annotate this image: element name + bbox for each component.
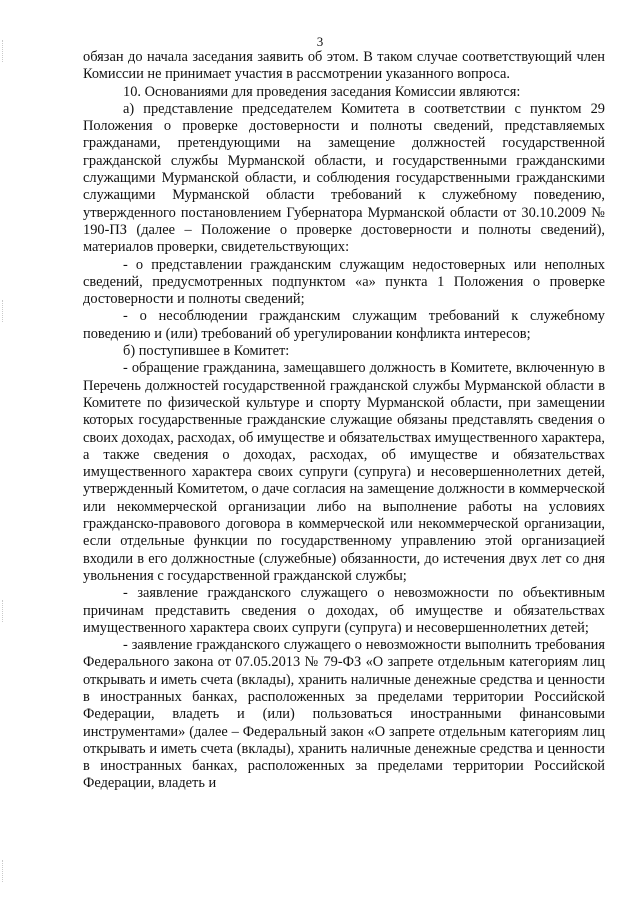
binder-mark <box>2 600 5 622</box>
binder-mark <box>2 40 5 62</box>
page-number: 3 <box>316 34 324 49</box>
document-body <box>83 49 605 793</box>
paragraph-item-10: 10. Основаниями для проведения заседания Комиссии являются: <box>123 83 521 100</box>
paragraph-subitem-b: б) поступившее в Комитет: <box>123 343 290 360</box>
binder-mark <box>2 300 5 322</box>
paragraph-continuation: обязан до начала заседания заявить об этом. В таком случае соответствующий член Комиссии не принимает участия в рассмотрении указанного вопроса. <box>83 49 605 83</box>
paragraph-bullet: - заявление гражданского служащего о невозможности по объективным причинам представить сведения о доходах, об имуществе и обязательствах имущественного характера своих супруги (супруга) и несовершеннолетних детей; <box>83 585 605 636</box>
binder-mark <box>2 860 5 882</box>
paragraph-bullet: - о представлении гражданским служащим недостоверных или неполных сведений, предусмотренных подпунктом «а» пункта 1 Положения о проверке достоверности и полноты сведений; <box>83 256 605 308</box>
paragraph-bullet: - о несоблюдении гражданским служащим требований к служебному поведению и (или) требований об урегулировании конфликта интересов; <box>83 308 605 342</box>
paragraph-bullet: - обращение гражданина, замещавшего должность в Комитете, включенную в Перечень должностей государственной гражданской службы Мурманской области в Комитете по физической культуре и спорту Мурманской области, при замещении которых государственные гражданские служащие обязаны представлять сведения о своих доходах, расходах, об имуществе и обязательствах имущественного характера, а также сведения о доходах, расходах, об имуществе и обязательствах имущественного характера своих супруги (супруга) и несовершеннолетних детей, утвержденный Комитетом, о даче согласия на замещение должности в коммерческой или некоммерческой организации либо на выполнение работы на условиях гражданско-правового договора в коммерческой или некоммерческой организации, если отдельные функции по государственному управлению этой организацией входили в его должностные (служебные) обязанности, до истечения двух лет со дня увольнения с государственной гражданской службы; <box>83 360 605 584</box>
paragraph-bullet: - заявление гражданского служащего о невозможности выполнить требования Федерального закона от 07.05.2013 № 79-ФЗ «О запрете отдельным категориям лиц открывать и иметь счета (вклады), хранить наличные денежные средства и ценности в иностранных банках, расположенных за пределами территории Российской Федерации, владеть и (или) пользоваться иностранными финансовыми инструментами» (далее – Федеральный закон «О запрете отдельным категориям лиц открывать и иметь счета (вклады), хранить наличные денежные средства и ценности в иностранных банках, расположенных за пределами территории Российской Федерации, владеть и <box>83 637 605 792</box>
paragraph-subitem-a: а) представление председателем Комитета в соответствии с пунктом 29 Положения о проверке достоверности и полноты сведений, представляемых гражданами, претендующими на замещение должностей государственной гражданской службы Мурманской области, и государственными гражданскими служащими Мурманской области, и соблюдения государственными гражданскими служащими Мурманской области требований к служебному поведению, утвержденного постановлением Губернатора Мурманской области от 30.10.2009 № 190-ПЗ (далее – Положение о проверке достоверности и полноты сведений), материалов проверки, свидетельствующих: <box>83 100 605 256</box>
